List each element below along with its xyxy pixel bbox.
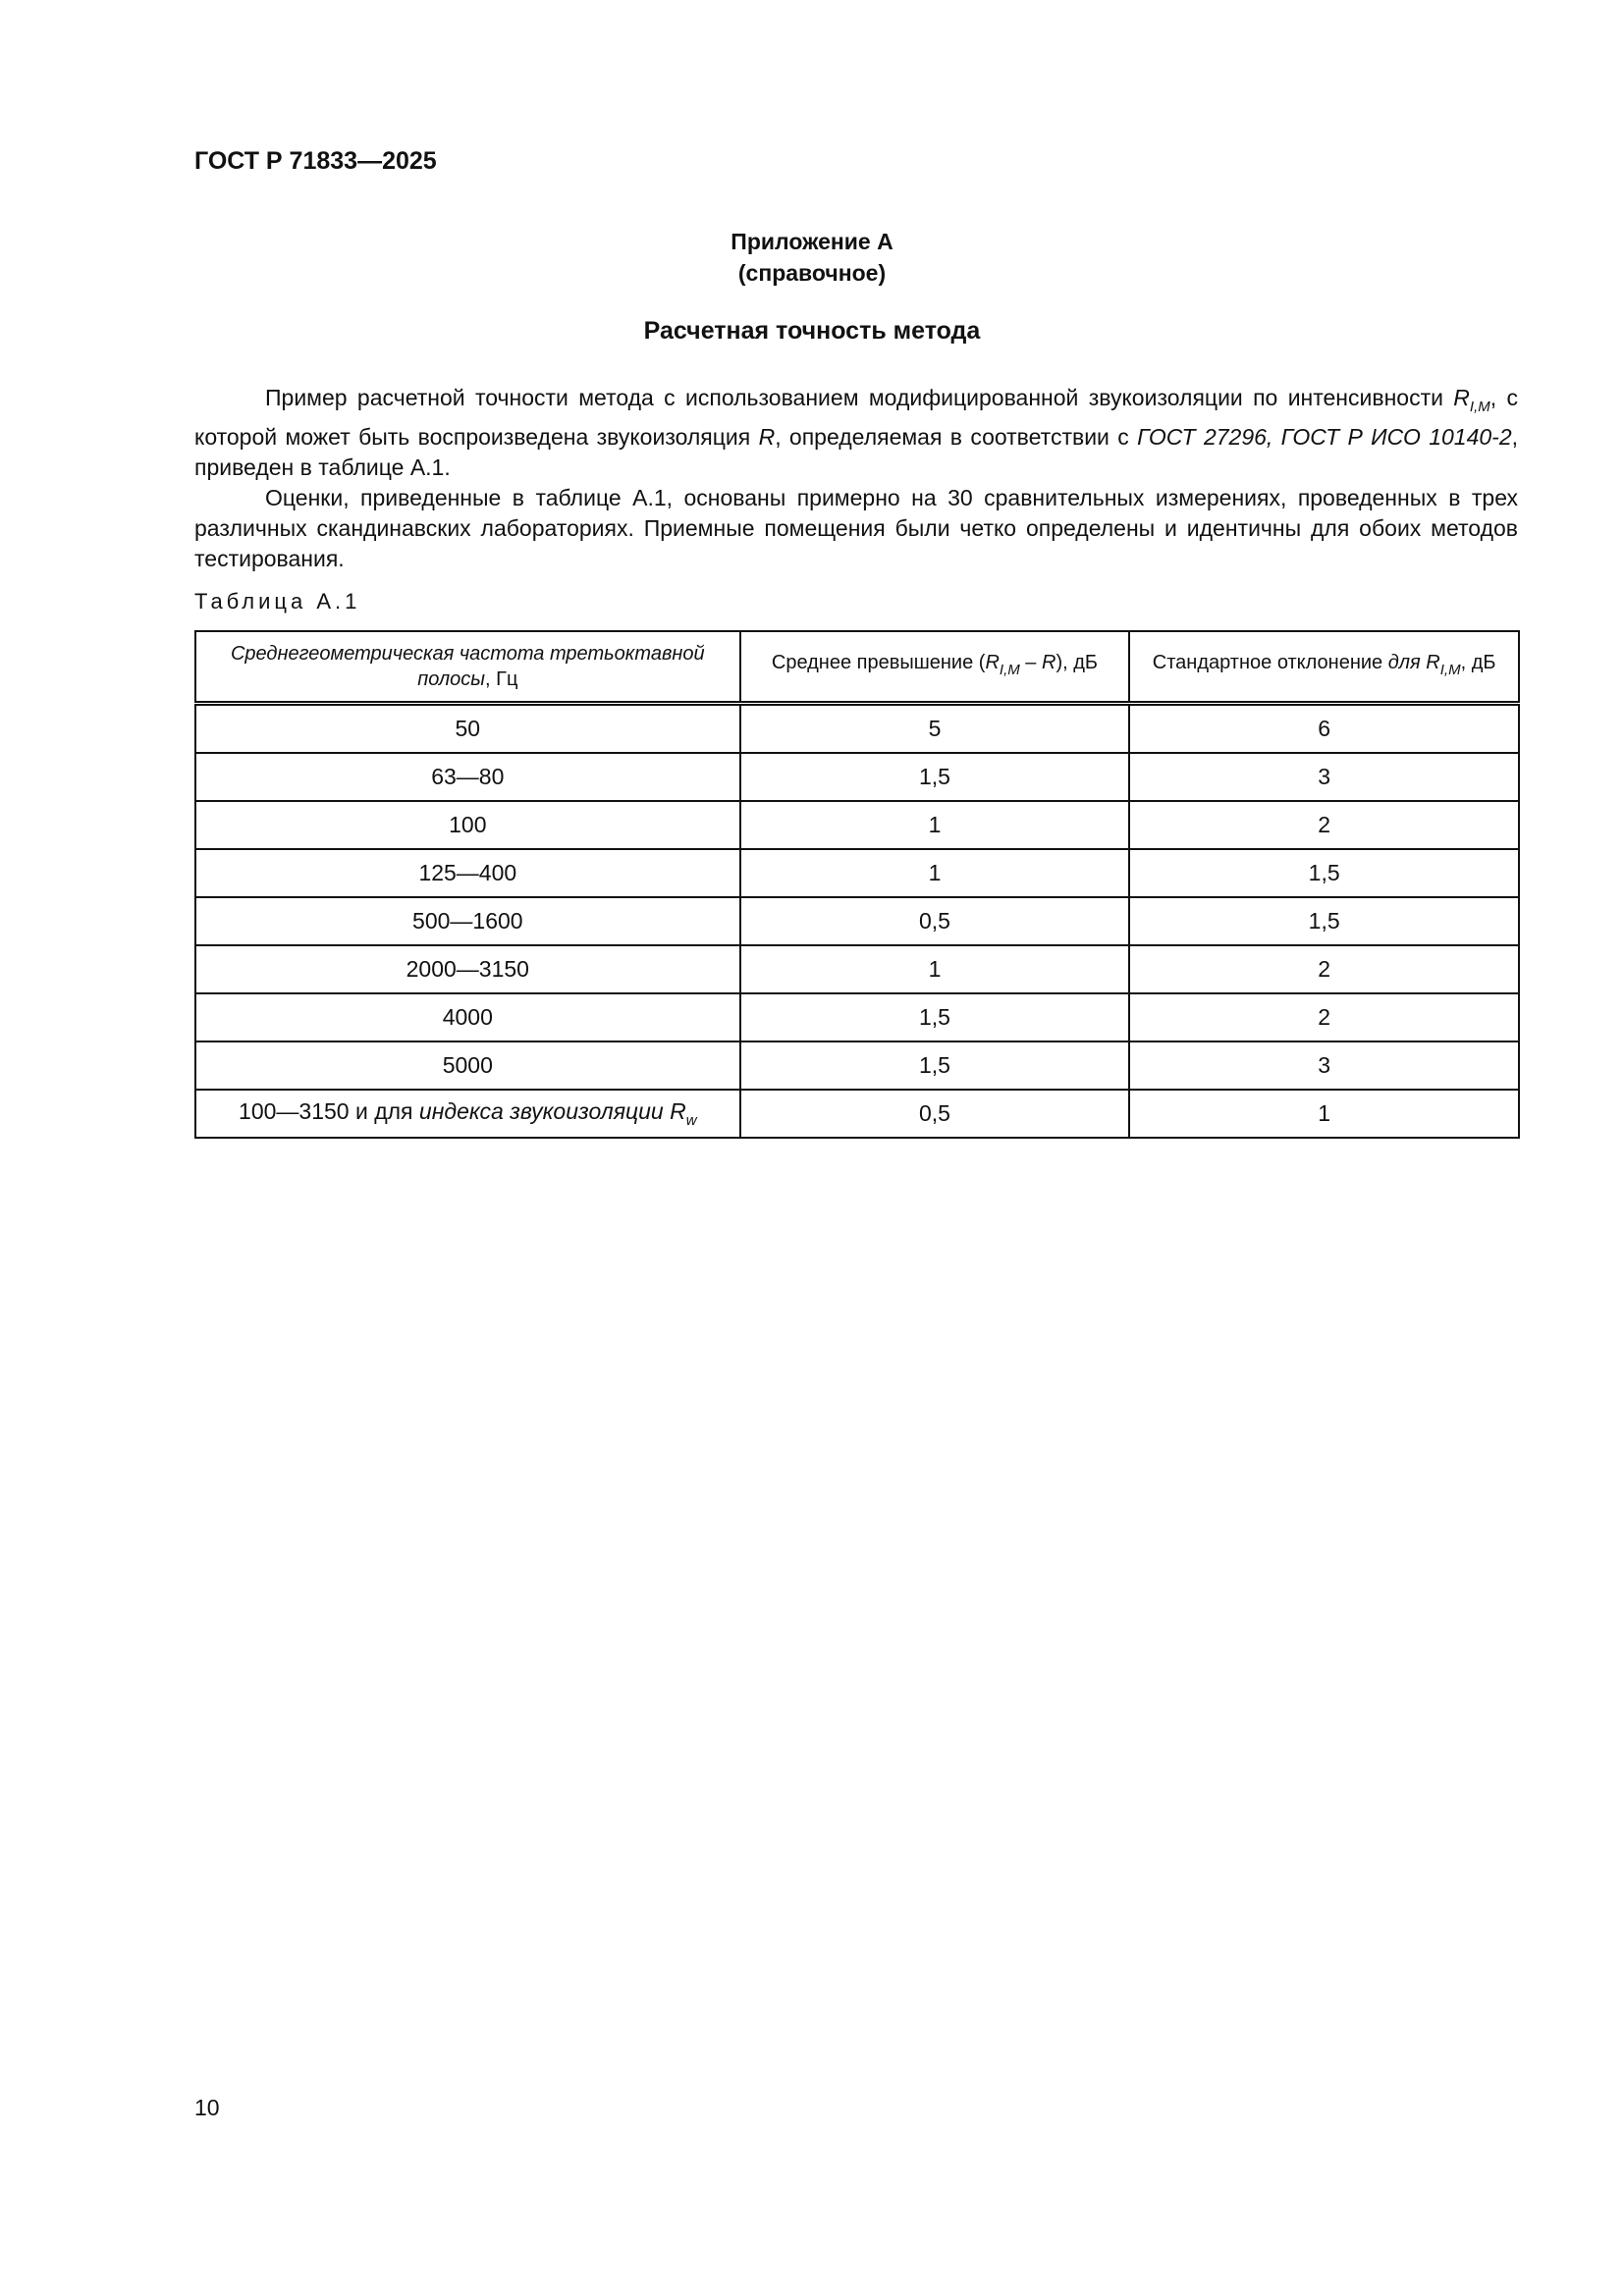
cell-std: 2 bbox=[1129, 945, 1519, 993]
cell-frequency: 63—80 bbox=[195, 753, 740, 801]
cell-mean: 1,5 bbox=[740, 1041, 1130, 1090]
paragraph-2: Оценки, приведенные в таблице А.1, основаны примерно на 30 сравнительных измерениях, проведенных в трех различных скандинавских лабораториях. Приемные помещения были четко определены и идентичны для обоих методов тестирования. bbox=[194, 485, 1518, 571]
header-std-deviation: Стандартное отклонение для $R_{I,M}$, дБ bbox=[1129, 631, 1519, 704]
cell-mean: 1,5 bbox=[740, 993, 1130, 1041]
cell-mean: 1 bbox=[740, 849, 1130, 897]
table-row bbox=[195, 1041, 1519, 1090]
header-mean-excess: Среднее превышение $(R_{I,M} - R)$, дБ bbox=[740, 631, 1130, 704]
cell-std: 3 bbox=[1129, 1041, 1519, 1090]
cell-frequency: 50 bbox=[195, 704, 740, 754]
cell-frequency: 5000 bbox=[195, 1041, 740, 1090]
table-row bbox=[195, 1090, 1519, 1138]
cell-mean: 0,5 bbox=[740, 1090, 1130, 1138]
cell-mean: 0,5 bbox=[740, 897, 1130, 945]
cell-mean: 1,5 bbox=[740, 753, 1130, 801]
cell-frequency: 500—1600 bbox=[195, 897, 740, 945]
table-row bbox=[195, 753, 1519, 801]
table-row bbox=[195, 704, 1519, 754]
page-number: 10 bbox=[194, 2095, 220, 2120]
cell-std: 1,5 bbox=[1129, 849, 1519, 897]
cell-frequency: 125—400 bbox=[195, 849, 740, 897]
table-caption: Таблица А.1 bbox=[194, 589, 361, 614]
cell-frequency: 100 bbox=[195, 801, 740, 849]
cell-std: 1,5 bbox=[1129, 897, 1519, 945]
annex-title: Приложение А bbox=[731, 229, 893, 254]
cell-std: 2 bbox=[1129, 993, 1519, 1041]
cell-mean: 5 bbox=[740, 704, 1130, 754]
cell-mean: 1 bbox=[740, 801, 1130, 849]
accuracy-table bbox=[194, 630, 1520, 1139]
cell-std: 2 bbox=[1129, 801, 1519, 849]
table-row bbox=[195, 801, 1519, 849]
annex-status: (справочное) bbox=[737, 260, 887, 286]
table-header-row bbox=[195, 631, 1519, 704]
body-text bbox=[194, 383, 1518, 574]
table-row bbox=[195, 849, 1519, 897]
document-number: ГОСТ Р 71833—2025 bbox=[194, 147, 437, 175]
paragraph-1: Пример расчетной точности метода с использованием модифицированной звукоизоляции по интенсивности $R_{I,M}$, с которой может быть воспроизведена звукоизоляция R, определяемая в соответствии с ГОСТ 27296, ГОСТ Р ИСО 10140-2, приведен в таблице А.1. bbox=[194, 385, 1518, 480]
cell-std: 3 bbox=[1129, 753, 1519, 801]
cell-frequency: 4000 bbox=[195, 993, 740, 1041]
table-row bbox=[195, 945, 1519, 993]
header-frequency: Среднегеометрическая частота третьоктавной полосы, Гц bbox=[195, 631, 740, 704]
annex-heading bbox=[0, 226, 1624, 289]
cell-frequency: 2000—3150 bbox=[195, 945, 740, 993]
cell-std: 6 bbox=[1129, 704, 1519, 754]
cell-mean: 1 bbox=[740, 945, 1130, 993]
table-row bbox=[195, 897, 1519, 945]
cell-std: 1 bbox=[1129, 1090, 1519, 1138]
section-title: Расчетная точность метода bbox=[643, 317, 981, 345]
table-row bbox=[195, 993, 1519, 1041]
cell-frequency: 100—3150 и для индекса звукоизоляции $R_w$ bbox=[195, 1090, 740, 1138]
